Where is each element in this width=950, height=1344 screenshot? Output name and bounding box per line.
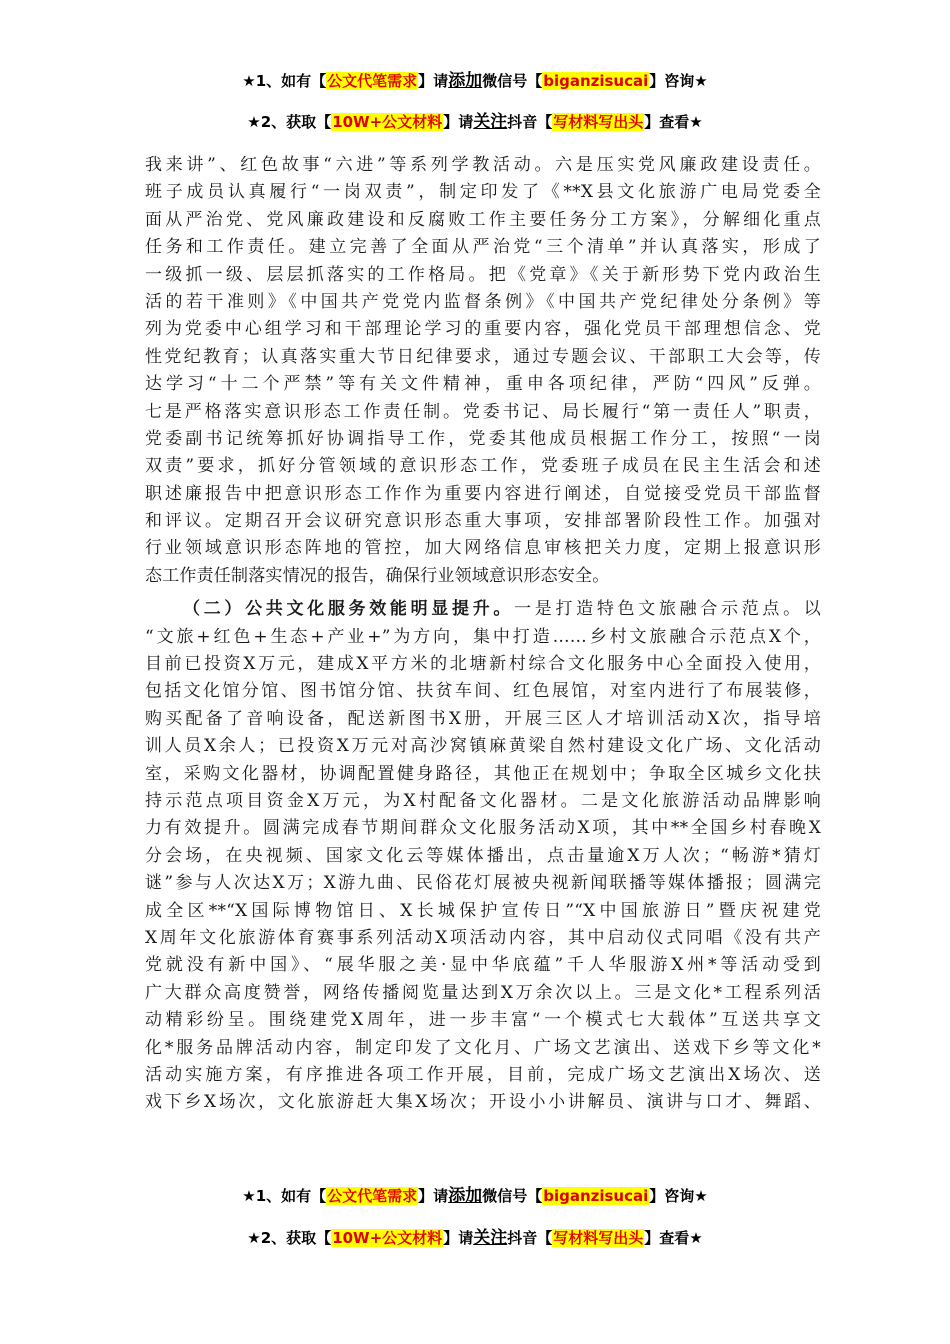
paragraph-line: X周年文化旅游体育赛事系列活动X项活动内容，其中启动仪式同唱《没有共产 [145,927,821,948]
paragraph-line: 持示范点项目资金X万元，为X村配备文化器材。二是文化旅游活动品牌影响 [145,790,821,811]
document-body [145,152,821,1117]
paragraph-line: 化*服务品牌活动内容，制定印发了文化月、广场文艺演出、送戏下乡等文化* [145,1037,821,1058]
paragraph-line: 戏下乡X场次，文化旅游赶大集X场次；开设小小讲解员、演讲与口才、舞蹈、 [145,1092,821,1113]
banner-text: 】请 [418,1187,449,1205]
paragraph-line: 态工作责任制落实情况的报告，确保行业领域意识形态安全。 [145,565,610,586]
paragraph-line: 和评议。定期召开会议研究意识形态重大事项，安排部署阶段性工作。加强对 [145,511,821,532]
banner-text: 】查看★ [644,113,703,131]
paragraph-line: 谜”参与人次达X万；X游九曲、民俗花灯展被央视新闻联播等媒体播报；圆满完 [145,873,821,894]
paragraph-line: 班子成员认真履行“一岗双责”，制定印发了《**X县文化旅游广电局党委全 [145,182,821,203]
paragraph-line: 一级抓一级、层层抓落实的工作格局。把《党章》《关于新形势下党内政治生 [145,264,821,285]
banner-text: ★1、如有【 [242,1187,327,1205]
banner-text: 微信号【 [482,72,543,90]
banner-text: ★2、获取【 [247,113,332,131]
paragraph-line: 列为党委中心组学习和干部理论学习的重要内容，强化党员干部理想信念、党 [145,319,821,340]
banner-text: 】请 [418,72,449,90]
banner-text: 】请 [443,113,474,131]
paragraph-line: 党就没有新中国》、“展华服之美·显中华底蕴”千人华服游X州*等活动受到 [145,955,821,976]
paragraph-line: “文旅+红色+生态+产业+”为方向，集中打造……乡村文旅融合示范点X个， [145,626,821,647]
banner-text: ★1、如有【 [242,72,327,90]
paragraph-2 [145,596,821,1116]
banner-text: 抖音【 [507,1229,553,1247]
highlight-douyin-id: 写材料写出头 [553,1229,644,1247]
paragraph-line: 行业领域意识形态阵地的管控，加大网络信息审核把关力度，定期上报意识形 [145,538,821,559]
paragraph-line: 室，采购文化器材，协调配置健身路径，其他正在规划中；争取全区城乡文化扶 [145,763,821,784]
banner-text: 】请 [443,1229,474,1247]
paragraph-line: 分会场，在央视频、国家文化云等媒体播出，点击量逾X万人次；“畅游*猜灯 [145,845,821,866]
emphasis-follow: 关注 [473,112,508,132]
banner-text: ★2、获取【 [247,1229,332,1247]
paragraph-line: 任务和工作责任。建立完善了全面从严治党“三个清单”并认真落实，形成了 [145,237,821,258]
highlight-wechat-id: biganzisucai [543,1187,649,1205]
paragraph-line: 动精彩纷呈。围绕建党X周年，进一步丰富“一个模式七大载体”互送共享文 [145,1010,821,1031]
paragraph-text: 一是打造特色文旅融合示范点。以 [514,599,821,620]
paragraph-line: 职述廉报告中把意识形态工作作为重要内容进行阐述，自觉接受党员干部监督 [145,483,821,504]
section-heading: （二）公共文化服务效能明显提升。 [183,599,515,620]
paragraph-line: 活动实施方案，有序推进各项工作开展，目前，完成广场文艺演出X场次、送 [145,1064,821,1085]
banner-text: 抖音【 [507,113,553,131]
paragraph-line: 力有效提升。圆满完成春节期间群众文化服务活动X项，其中**全国乡村春晚X [145,818,821,839]
banner-text: 】咨询★ [649,1187,708,1205]
highlight-service: 公文代笔需求 [327,72,418,90]
paragraph-1 [145,152,821,590]
highlight-douyin-id: 写材料写出头 [553,113,644,131]
paragraph-line: 目前已投资X万元，建成X平方米的北塘新村综合文化服务中心全面投入使用， [145,654,821,675]
paragraph-line: 面从严治党、党风廉政建设和反腐败工作主要任务分工方案》，分解细化重点 [145,209,821,230]
highlight-materials: 10W+公文材料 [332,1229,443,1247]
paragraph-line: 活的若干准则》《中国共产党党内监督条例》《中国共产党纪律处分条例》等 [145,291,821,312]
promo-banner-bottom-1 [0,1185,950,1207]
paragraph-line [145,596,821,623]
highlight-materials: 10W+公文材料 [332,113,443,131]
highlight-wechat-id: biganzisucai [543,72,649,90]
banner-text: 微信号【 [482,1187,543,1205]
paragraph-line: 达学习“十二个严禁”等有关文件精神，重申各项纪律，严防“四风”反弹。 [145,374,821,395]
banner-text: 】咨询★ [649,72,708,90]
paragraph-line: 包括文化馆分馆、图书馆分馆、扶贫车间、红色展馆，对室内进行了布展装修， [145,681,821,702]
emphasis-add: 添加 [448,71,483,91]
paragraph-line: 购买配备了音响设备，配送新图书X册，开展三区人才培训活动X次，指导培 [145,708,821,729]
banner-text: 】查看★ [644,1229,703,1247]
paragraph-line: 成全区**“X国际博物馆日、X长城保护宣传日”“X中国旅游日”暨庆祝建党 [145,900,821,921]
paragraph-line: 性党纪教育；认真落实重大节日纪律要求，通过专题会议、干部职工大会等，传 [145,346,821,367]
paragraph-line: 双责”要求，抓好分管领域的意识形态工作，党委班子成员在民主生活会和述 [145,456,821,477]
paragraph-line: 广大群众高度赞誉，网络传播阅览量达到X万余次以上。三是文化*工程系列活 [145,982,821,1003]
emphasis-follow: 关注 [473,1228,508,1248]
paragraph-line: 七是严格落实意识形态工作责任制。党委书记、局长履行“第一责任人”职责， [145,401,821,422]
paragraph-line: 训人员X余人；已投资X万元对高沙窝镇麻黄梁自然村建设文化广场、文化活动 [145,736,821,757]
paragraph-line: 我来讲”、红色故事“六进”等系列学教活动。六是压实党风廉政建设责任。 [145,155,821,175]
emphasis-add: 添加 [448,1186,483,1206]
promo-banner-top-2 [0,111,950,133]
highlight-service: 公文代笔需求 [327,1187,418,1205]
paragraph-line: 党委副书记统筹抓好协调指导工作，党委其他成员根据工作分工，按照“一岗 [145,428,821,449]
promo-banner-top-1 [0,70,950,92]
promo-banner-bottom-2 [0,1227,950,1249]
